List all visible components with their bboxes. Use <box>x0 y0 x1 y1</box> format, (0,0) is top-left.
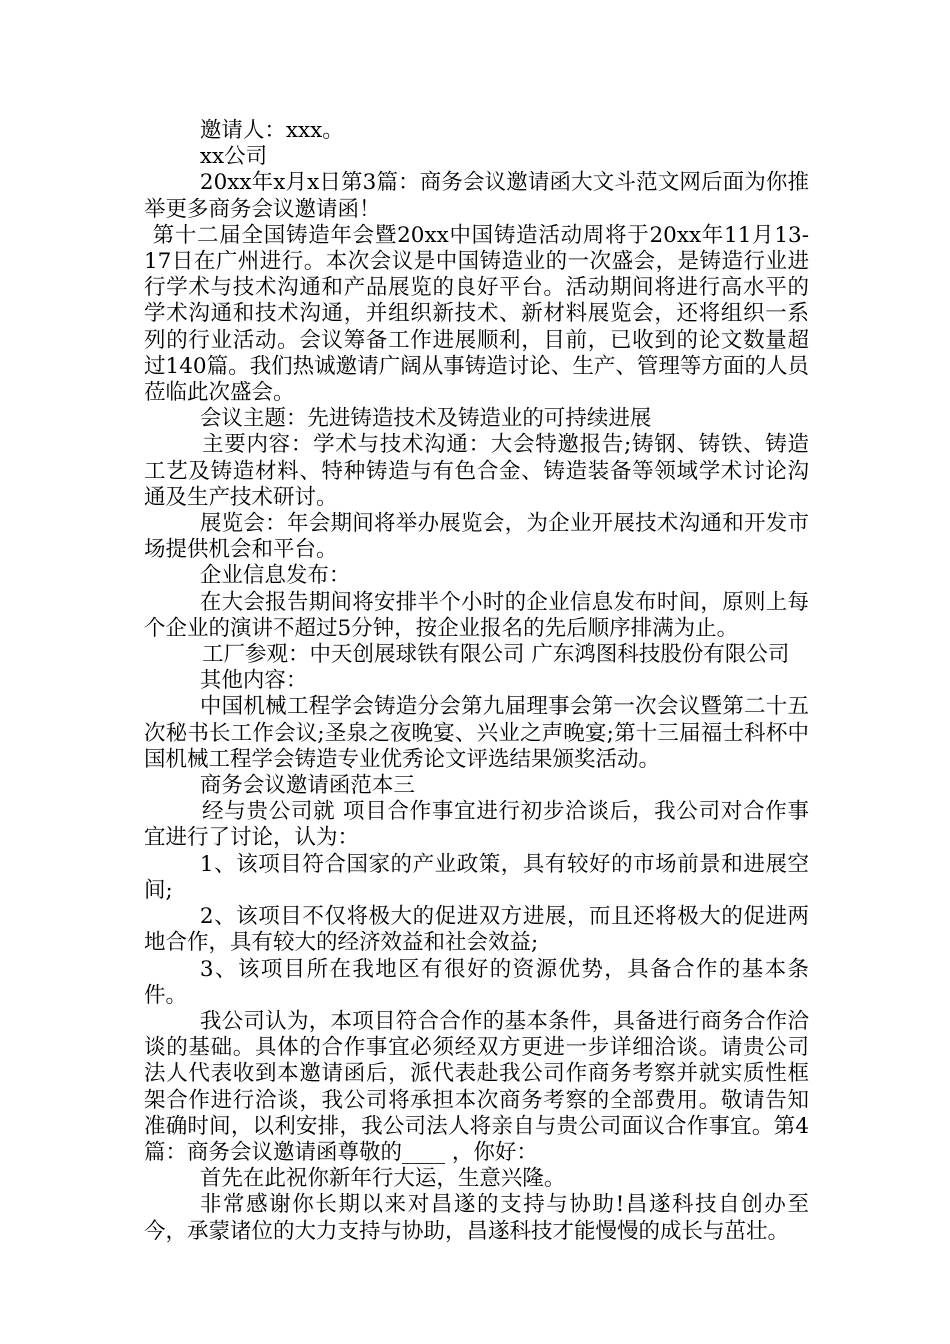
paragraph-company: xx公司 <box>199 144 268 170</box>
paragraph-factory-visit: 工厂参观：中天创展球铁有限公司 广东鸿图科技股份有限公司 <box>202 642 790 668</box>
paragraph-theme: 会议主题：先进铸造技术及铸造业的可持续进展 <box>199 406 652 432</box>
paragraph-other-heading: 其他内容： <box>199 668 308 694</box>
paragraph-point-1: 1、该项目符合国家的产业政策，具有较好的市场前景和进展空间; <box>144 851 809 903</box>
paragraph-negotiation: 经与贵公司就 项目合作事宜进行初步洽谈后，我公司对合作事宜进行了讨论，认为： <box>144 799 809 851</box>
paragraph-date-article3: 20xx年x月x日第3篇：商务会议邀请函大文斗范文网后面为你推举更多商务会议邀请函！ <box>144 170 809 222</box>
paragraph-conference-intro: 第十二届全国铸造年会暨20xx中国铸造活动周将于20xx年11月13-17日在广州进行。本次会议是中国铸造业的一次盛会，是铸造行业进行学术与技术沟通和产品展览的良好平台。活动期间将进行高水平的学术沟通和技术沟通，并组织新技术、新材料展览会，还将组织一系列的行业活动。会议筹备工作进展顺利，目前，已收到的论文数量超过140篇。我们热诚邀请广阔从事铸造讨论、生产、管理等方面的人员莅临此次盛会。 <box>144 222 809 406</box>
paragraph-inviter: 邀请人：xxx。 <box>199 118 344 143</box>
paragraph-other-content: 中国机械工程学会铸造分会第九届理事会第一次会议暨第二十五次秘书长工作会议;圣泉之夜晚宴、兴业之声晚宴;第十三届福士科杯中国机械工程学会铸造专业优秀论文评选结果颁奖活动。 <box>144 694 809 772</box>
paragraph-thanks: 非常感谢你长期以来对昌遂的支持与协助!昌遂科技自创办至今，承蒙诸位的大力支持与协助，昌遂科技才能慢慢的成长与茁壮。 <box>144 1192 809 1244</box>
paragraph-company-opinion: 我公司认为，本项目符合合作的基本条件，具备进行商务合作洽谈的基础。具体的合作事宜必须经双方更进一步详细洽谈。请贵公司法人代表收到本邀请函后，派代表赴我公司作商务考察并就实质性框架合作进行洽谈，我公司将承担本次商务考察的全部费用。敬请告知准确时间，以利安排，我公司法人将亲自与贵公司面议合作事宜。第4篇：商务会议邀请函尊敬的____ ，你好： <box>144 1008 809 1165</box>
paragraph-info-release: 在大会报告期间将安排半个小时的企业信息发布时间，原则上每个企业的演讲不超过5分钟，按企业报名的先后顺序排满为止。 <box>144 589 809 641</box>
paragraph-point-3: 3、该项目所在我地区有很好的资源优势，具备合作的基本条件。 <box>144 956 809 1008</box>
paragraph-point-2: 2、该项目不仅将极大的促进双方进展，而且还将极大的促进两地合作，具有较大的经济效益和社会效益; <box>144 904 809 956</box>
paragraph-exhibition: 展览会：年会期间将举办展览会，为企业开展技术沟通和开发市场提供机会和平台。 <box>144 511 809 563</box>
paragraph-greeting: 首先在此祝你新年行大运，生意兴隆。 <box>199 1166 566 1192</box>
paragraph-template3-heading: 商务会议邀请函范本三 <box>199 773 415 799</box>
paragraph-main-content: 主要内容：学术与技术沟通：大会特邀报告;铸钢、铸铁、铸造工艺及铸造材料、特种铸造与有色合金、铸造装备等领域学术讨论沟通及生产技术研讨。 <box>144 432 809 510</box>
paragraph-info-release-heading: 企业信息发布： <box>199 563 351 589</box>
document-body <box>144 118 809 1245</box>
